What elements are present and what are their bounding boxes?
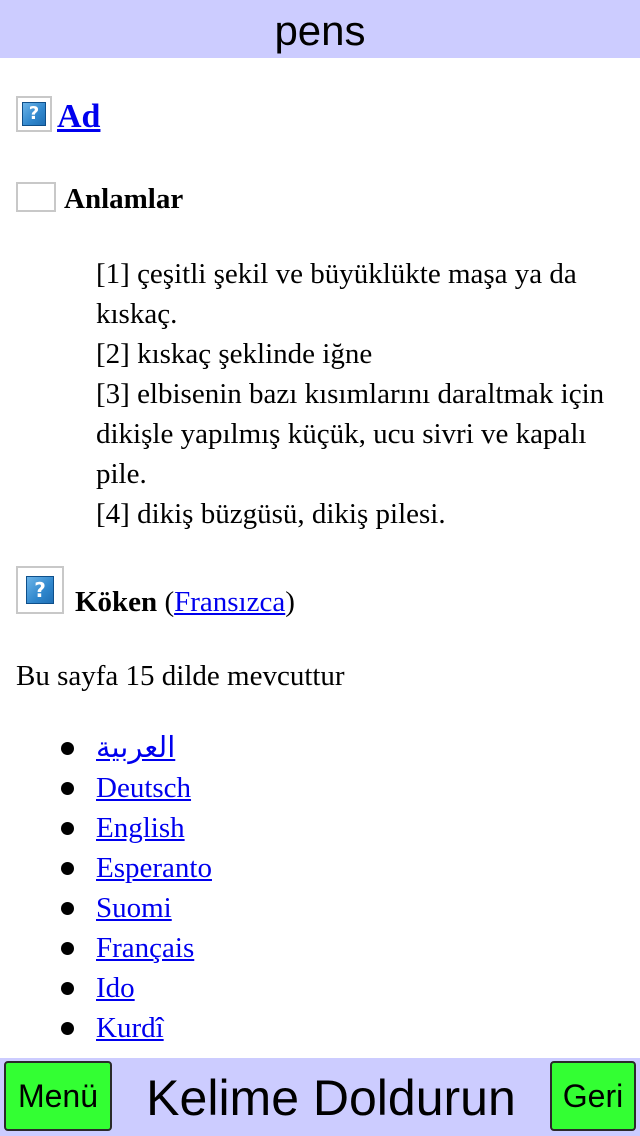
- language-link[interactable]: English: [96, 812, 185, 844]
- meaning-item: [1] çeşitli şekil ve büyüklükte maşa ya da kıskaç.: [96, 258, 577, 330]
- bullet-icon: [61, 982, 74, 995]
- help-icon: ?: [16, 566, 64, 614]
- menu-button[interactable]: Menü: [4, 1061, 112, 1131]
- origin-line: [75, 586, 295, 619]
- meaning-item: [4] dikiş büzgüsü, dikiş pilesi.: [96, 498, 446, 530]
- meanings-list: [96, 254, 616, 534]
- origin-close-paren: ): [285, 586, 295, 618]
- bullet-icon: [61, 742, 74, 755]
- bottom-title: Kelime Doldurun: [146, 1070, 516, 1126]
- list-item: [0, 768, 640, 808]
- language-link[interactable]: Français: [96, 932, 195, 964]
- available-languages-text: Bu sayfa 15 dilde mevcuttur: [16, 660, 345, 692]
- origin-language-link[interactable]: Fransızca: [174, 586, 286, 618]
- list-item: [0, 808, 640, 848]
- language-link[interactable]: Suomi: [96, 892, 172, 924]
- language-list: [0, 728, 640, 1048]
- content-area[interactable]: [0, 58, 640, 1058]
- list-item: [0, 968, 640, 1008]
- bottom-bar: [0, 1058, 640, 1136]
- section-link-ad[interactable]: Ad: [57, 98, 101, 135]
- list-item: [0, 728, 640, 768]
- list-item: [0, 848, 640, 888]
- meaning-item: [2] kıskaç şeklinde iğne: [96, 338, 373, 370]
- top-title-bar: [0, 0, 640, 58]
- help-icon: ?: [16, 96, 52, 132]
- list-item: [0, 1008, 640, 1048]
- language-link[interactable]: Esperanto: [96, 852, 212, 884]
- back-button[interactable]: Geri: [550, 1061, 636, 1131]
- language-link[interactable]: Ido: [96, 972, 135, 1004]
- page-title: pens: [274, 7, 366, 54]
- list-item: [0, 888, 640, 928]
- origin-label: Köken: [75, 586, 158, 618]
- language-link[interactable]: العربية: [96, 732, 176, 764]
- section-heading-anlamlar: Anlamlar: [64, 183, 184, 215]
- bullet-icon: [61, 1022, 74, 1035]
- language-link[interactable]: Deutsch: [96, 772, 192, 804]
- meaning-item: [3] elbisenin bazı kısımlarını daraltmak için dikişle yapılmış küçük, ucu sivri ve kapalı pile.: [96, 378, 605, 490]
- bullet-icon: [61, 942, 74, 955]
- list-item: [0, 928, 640, 968]
- bullet-icon: [61, 862, 74, 875]
- bullet-icon: [61, 822, 74, 835]
- language-link[interactable]: Kurdî: [96, 1012, 164, 1044]
- origin-open-paren: (: [164, 586, 175, 618]
- blank-image-icon: [16, 182, 56, 212]
- bullet-icon: [61, 782, 74, 795]
- bullet-icon: [61, 902, 74, 915]
